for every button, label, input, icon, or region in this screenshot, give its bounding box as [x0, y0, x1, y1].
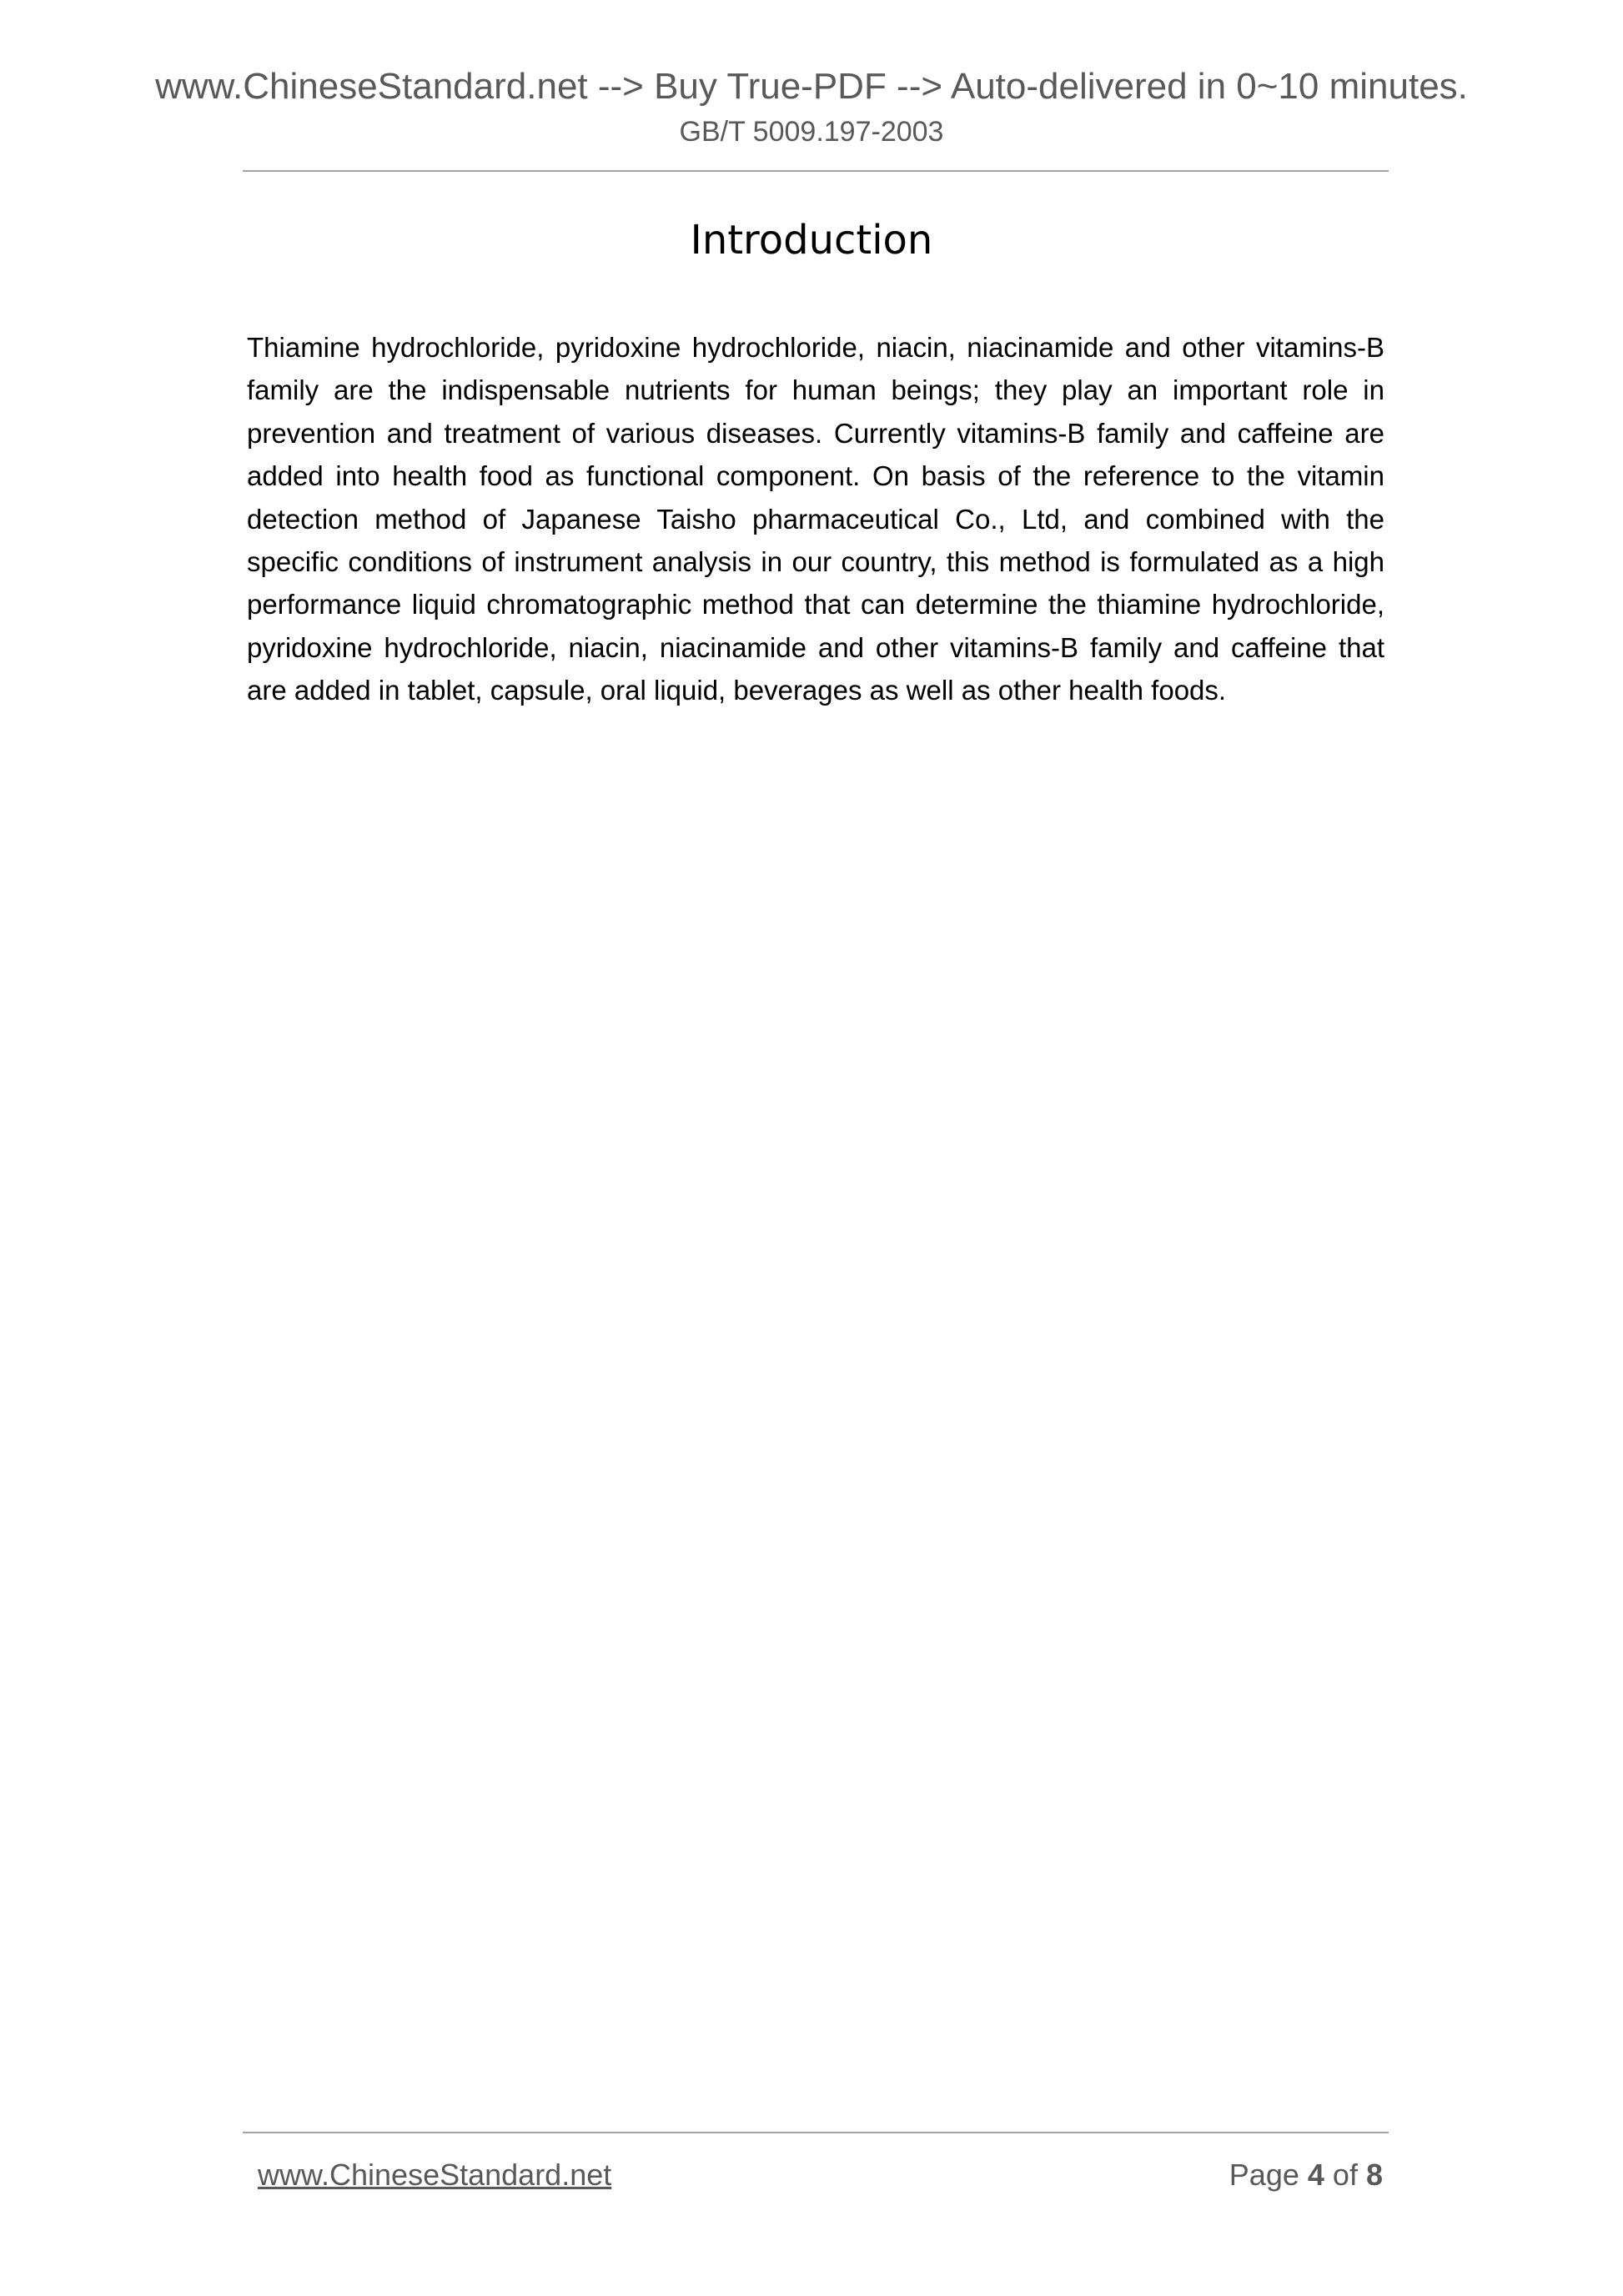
introduction-paragraph: Thiamine hydrochloride, pyridoxine hydrochloride, niacin, niacinamide and other vitamins-B family are the indispensable nutrients for human beings; they play an important role in prevention and treatment of various diseases. Currently vitamins-B family and caffeine are added into health food as functional component. On basis of the reference to the vitamin detection method of Japanese Taisho pharmaceutical Co., Ltd, and combined with the specific conditions of instrument analysis in our country, this method is formulated as a high performance liquid chromatographic method that can determine the thiamine hydrochloride, pyridoxine hydrochloride, niacin, niacinamide and other vitamins-B family and caffeine that are added in tablet, capsule, oral liquid, beverages as well as other health foods.: [247, 332, 1384, 706]
page-total: 8: [1365, 2158, 1383, 2192]
standard-code: GB/T 5009.197-2003: [679, 116, 944, 148]
header-divider: [243, 170, 1389, 172]
page-current: 4: [1307, 2158, 1324, 2192]
footer-website-link[interactable]: www.ChineseStandard.net: [258, 2158, 612, 2192]
footer-divider: [243, 2132, 1389, 2133]
page-title: Introduction: [690, 217, 933, 264]
page-number: [1229, 2155, 1383, 2195]
header-banner-text: www.ChineseStandard.net --> Buy True-PDF --> Auto-delivered in 0~10 minutes.: [155, 66, 1468, 107]
page-label: Page: [1229, 2158, 1299, 2192]
page-of-label: of: [1332, 2158, 1358, 2192]
